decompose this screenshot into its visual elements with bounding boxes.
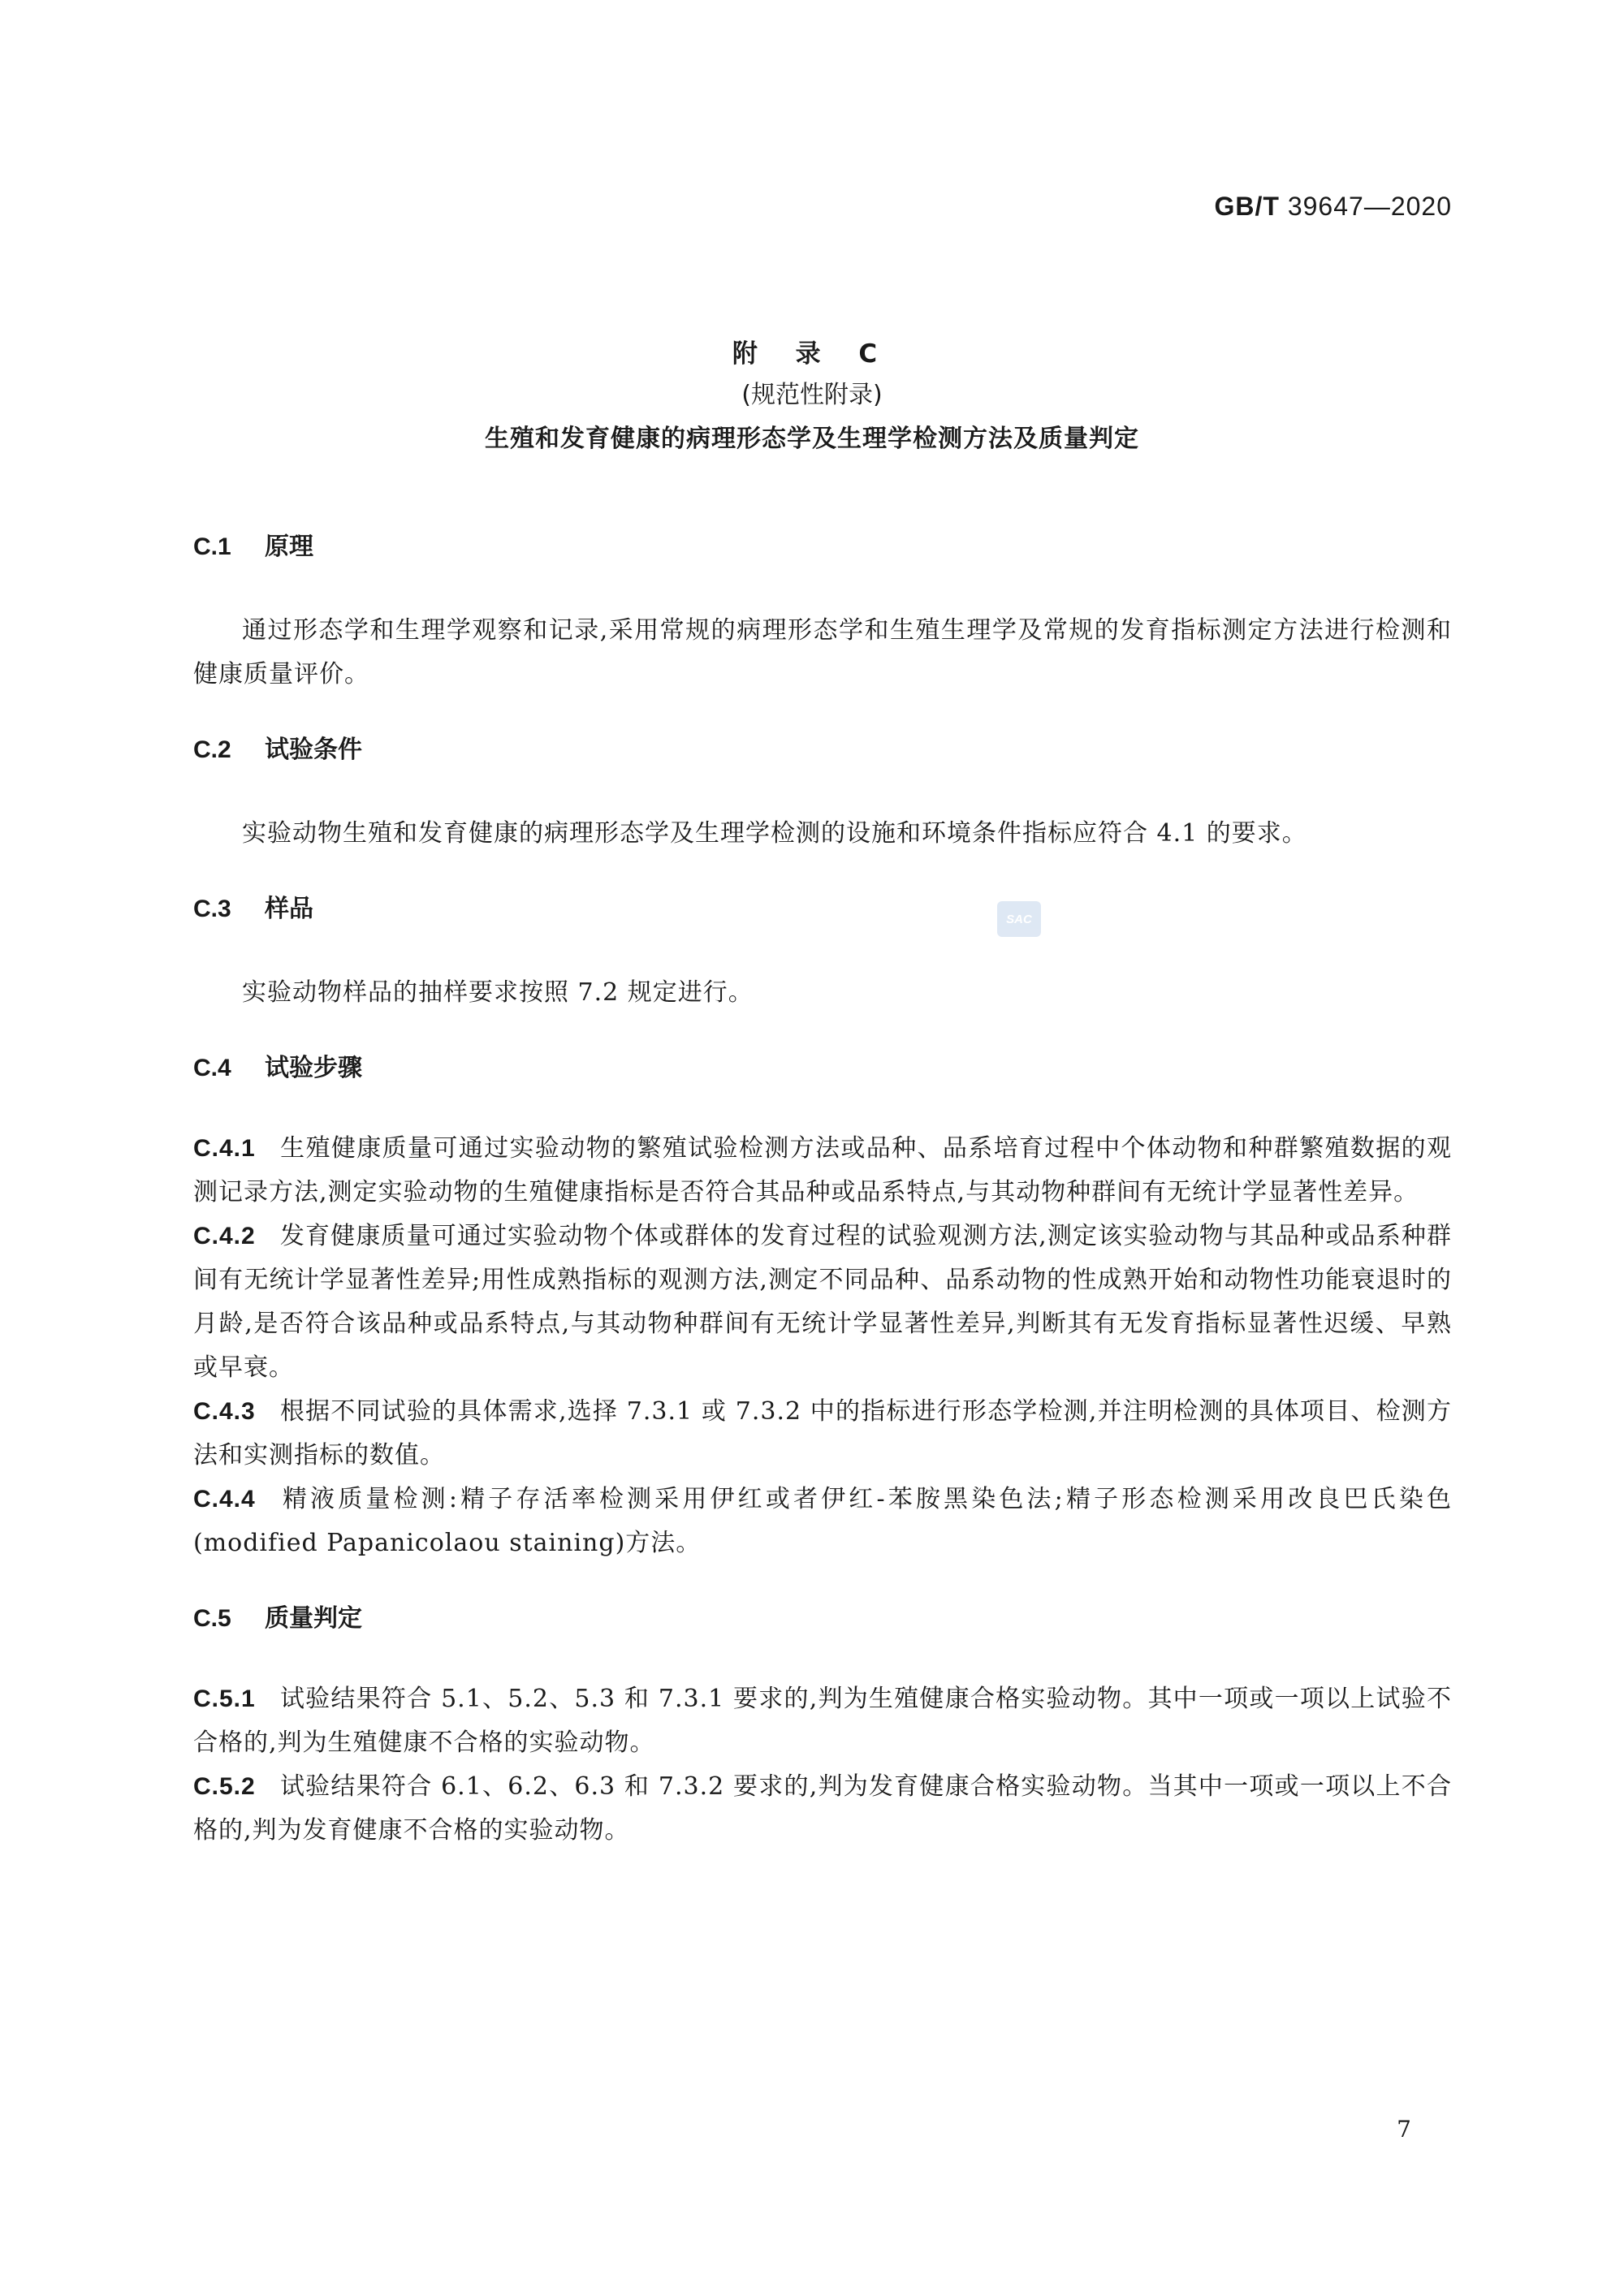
clause-number: C.5.2 (193, 1773, 256, 1800)
clause-c5-1 (193, 1677, 1452, 1765)
section-number: C.2 (193, 736, 231, 763)
clause-c4-1 (193, 1127, 1452, 1215)
clause-text: 试验结果符合 5.1、5.2、5.3 和 7.3.1 要求的,判为生殖健康合格实验动物。其中一项或一项以上试验不合格的,判为生殖健康不合格的实验动物。 (193, 1685, 1452, 1757)
clause-number: C.4.1 (193, 1135, 256, 1162)
clause-text: 试验结果符合 6.1、6.2、6.3 和 7.3.2 要求的,判为发育健康合格实验动物。当其中一项或一项以上不合格的,判为发育健康不合格的实验动物。 (193, 1772, 1452, 1845)
section-heading-c2 (193, 729, 1452, 771)
standard-code (1215, 192, 1453, 222)
clause-text: 生殖健康质量可通过实验动物的繁殖试验检测方法或品种、品系培育过程中个体动物和种群繁殖数据的观测记录方法,测定实验动物的生殖健康指标是否符合其品种或品系特点,与其动物种群间有无统计学显著性差异。 (193, 1134, 1452, 1206)
section-paragraph-c3: 实验动物样品的抽样要求按照 7.2 规定进行。 (242, 978, 754, 1007)
section-number: C.5 (193, 1605, 231, 1632)
clause-number: C.4.3 (193, 1398, 256, 1425)
section-heading-c3 (193, 888, 1452, 930)
section-title: 原理 (265, 533, 313, 561)
section-paragraph-c1: 通过形态学和生理学观察和记录,采用常规的病理形态学和生殖生理学及常规的发育指标测定方法进行检测和健康质量评价。 (193, 616, 1452, 688)
clause-c4-3 (193, 1390, 1452, 1478)
appendix-subtitle: (规范性附录) (741, 381, 883, 409)
section-heading-c5 (193, 1598, 1452, 1640)
sac-watermark: SAC (997, 901, 1041, 937)
appendix-title: 附 录 C (732, 339, 892, 369)
section-number: C.1 (193, 533, 231, 560)
section-title: 试验条件 (265, 736, 362, 764)
section-title: 质量判定 (265, 1604, 362, 1633)
clause-number: C.5.1 (193, 1685, 256, 1712)
standard-code-prefix: GB/T (1214, 192, 1280, 221)
standard-code-number: 39647—2020 (1287, 192, 1452, 221)
section-title: 试验步骤 (265, 1054, 362, 1082)
clause-c5-2 (193, 1765, 1452, 1853)
clause-text: 根据不同试验的具体需求,选择 7.3.1 或 7.3.2 中的指标进行形态学检测,并注明检测的具体项目、检测方法和实测指标的数值。 (193, 1397, 1452, 1470)
clause-c4-2 (193, 1215, 1452, 1390)
section-title: 样品 (265, 895, 313, 923)
clause-number: C.4.2 (193, 1223, 256, 1249)
section-number: C.4 (193, 1055, 231, 1081)
clause-number: C.4.4 (193, 1486, 256, 1513)
appendix-header (0, 334, 1624, 461)
clause-text: 精液质量检测:精子存活率检测采用伊红或者伊红-苯胺黑染色法;精子形态检测采用改良巴氏染色(modified Papanicolaou staining)方法。 (193, 1485, 1452, 1557)
clause-text: 发育健康质量可通过实验动物个体或群体的发育过程的试验观测方法,测定该实验动物与其品种或品系种群间有无统计学显著性差异;用性成熟指标的观测方法,测定不同品种、品系动物的性成熟开始和动物性功能衰退时的月龄,是否符合该品种或品系特点,与其动物种群间有无统计学显著性差异,判断其有无发育指标显著性迟缓、早熟或早衰。 (193, 1222, 1452, 1382)
section-heading-c4 (193, 1047, 1452, 1090)
section-paragraph-c2: 实验动物生殖和发育健康的病理形态学及生理学检测的设施和环境条件指标应符合 4.1 的要求。 (242, 819, 1307, 848)
section-heading-c1 (193, 526, 1452, 568)
appendix-heading: 生殖和发育健康的病理形态学及生理学检测方法及质量判定 (485, 425, 1139, 453)
page-number: 7 (1397, 2116, 1411, 2143)
clause-c4-4 (193, 1478, 1452, 1565)
section-number: C.3 (193, 896, 231, 922)
document-body (193, 526, 1452, 1853)
